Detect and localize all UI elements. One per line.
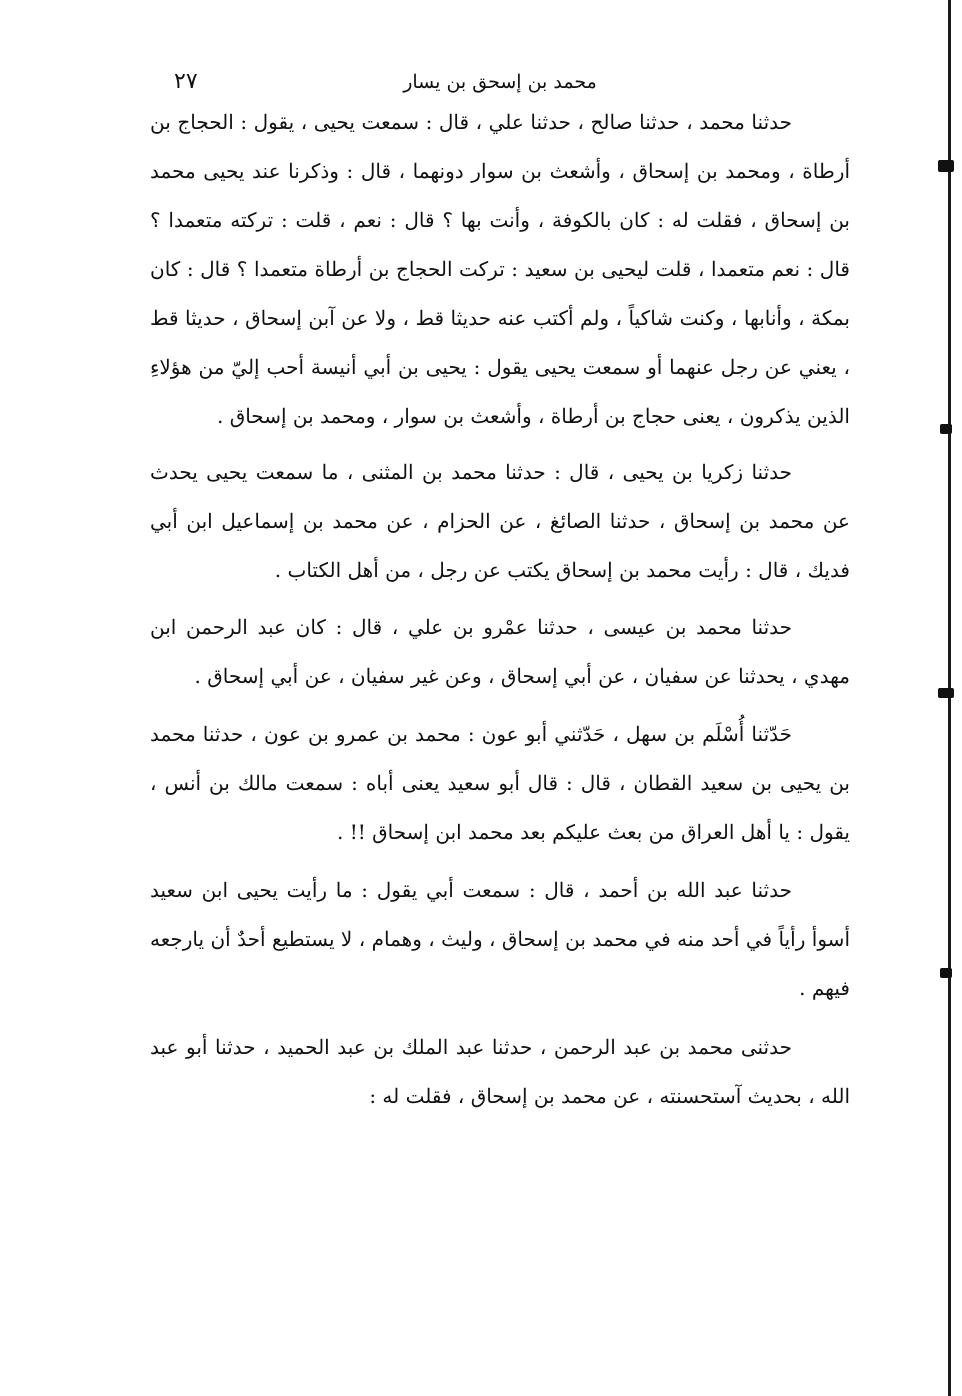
- paragraph: حدثنا عبد الله بن أحمد ، قال : سمعت أبي يقول : ما رأيت يحيى ابن سعيد أسوأ رأياً في أحد منه في محمد بن إسحاق ، وليث ، وهمام ، لا يستطيع أحدٌ أن يارجعه فيهم .: [150, 878, 850, 1000]
- edge-ink-mark: [938, 160, 954, 172]
- paragraph: حدثنا محمد بن عيسى ، حدثنا عمْرو بن علي ، قال : كان عبد الرحمن ابن مهدي ، يحدثنا عن سفيان ، عن أبي إسحاق ، وعن غير سفيان ، عن أبي إسحاق .: [150, 615, 850, 688]
- running-header: [150, 64, 850, 100]
- edge-ink-mark: [940, 968, 952, 978]
- page-edge-rule: [948, 0, 951, 1396]
- body-text: [150, 98, 850, 1121]
- edge-ink-mark: [940, 424, 952, 434]
- paragraph: حَدّثنا أُسْلَم بن سهل ، حَدّثني أبو عون : محمد بن عمرو بن عون ، حدثنا محمد بن يحيى بن سعيد القطان ، قال : قال أبو سعيد يعنى أباه : سمعت مالك بن أنس ، يقول : يا أهل العراق من بعث عليكم بعد محمد ابن إسحاق !! .: [150, 722, 850, 844]
- paragraph: حدثنى محمد بن عبد الرحمن ، حدثنا عبد الملك بن عبد الحميد ، حدثنا أبو عبد الله ، بحديث آستحسنته ، عن محمد بن إسحاق ، فقلت له :: [150, 1035, 850, 1108]
- running-title: محمد بن إسحق بن يسار: [403, 71, 597, 93]
- edge-ink-mark: [938, 688, 954, 698]
- paragraph: حدثنا محمد ، حدثنا صالح ، حدثنا علي ، قال : سمعت يحيى ، يقول : الحجاج بن أرطاة ، ومحمد بن إسحاق ، وأشعث بن سوار دونهما ، قال : وذكرنا عند يحيى محمد بن إسحاق ، فقلت له : كان بالكوفة ، وأنت بها ؟ قال : نعم ، قلت : تركته متعمدا ؟ قال : نعم متعمدا ، قلت ليحيى بن سعيد : تركت الحجاج بن أرطاة متعمدا ؟ قال : كان بمكة ، وأنابها ، وكنت شاكياً ، ولم أكتب عنه حديثا قط ، ولا عن آبن إسحاق ، حديثا قط ، يعني عن رجل عنهما أو سمعت يحيى يقول : يحيى بن أبي أنيسة أحب إليّ من هؤلاءِ الذين يذكرون ، يعنى حجاج بن أرطاة ، وأشعث بن سوار ، ومحمد بن إسحاق .: [150, 110, 850, 428]
- page-number: ٢٧: [174, 69, 198, 94]
- paragraph: حدثنا زكريا بن يحيى ، قال : حدثنا محمد بن المثنى ، ما سمعت يحيى يحدث عن محمد بن إسحاق ، حدثنا الصائغ ، عن الحزام ، عن محمد بن إسماعيل ابن أبي فديك ، قال : رأيت محمد بن إسحاق يكتب عن رجل ، من أهل الكتاب .: [150, 460, 850, 582]
